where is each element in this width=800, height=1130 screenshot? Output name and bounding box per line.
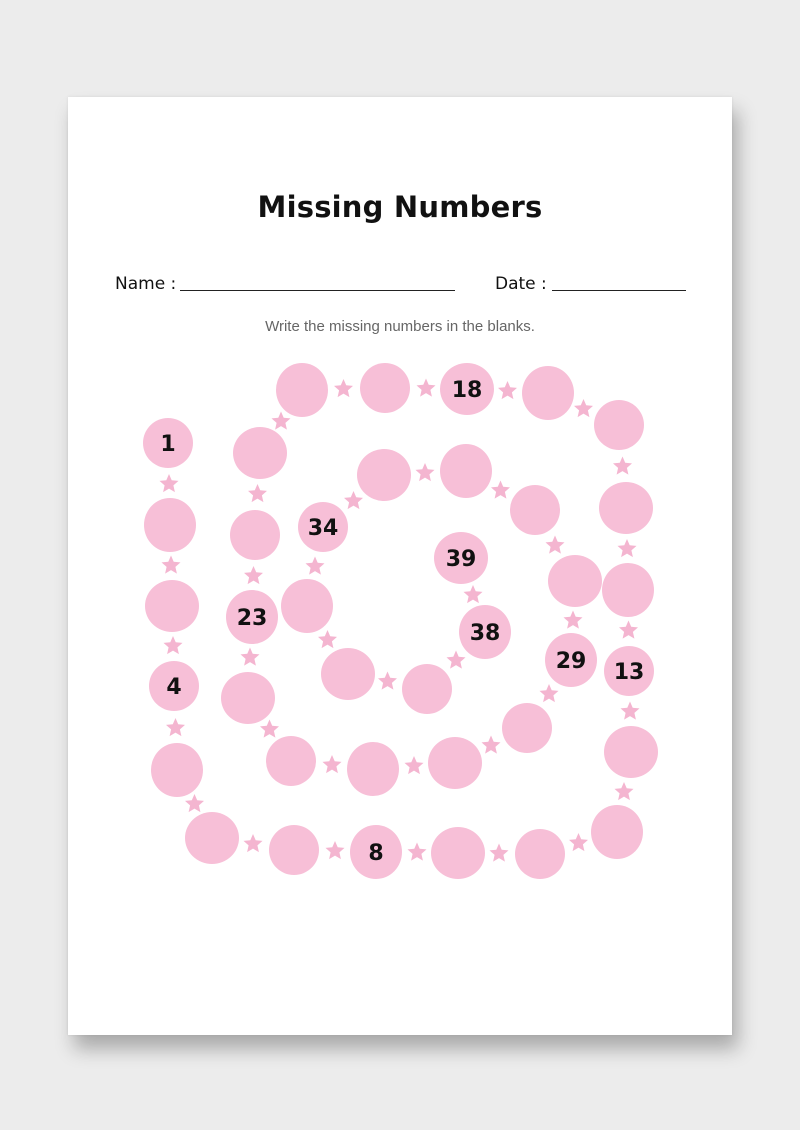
bubble-number: 29 — [555, 649, 587, 674]
connector-star-icon — [164, 636, 183, 654]
connector-star-icon — [334, 379, 353, 397]
bubble-circle — [440, 444, 492, 498]
connector-star-icon — [306, 557, 325, 575]
blank-bubble[interactable] — [502, 703, 552, 753]
blank-bubble[interactable] — [599, 482, 653, 534]
blank-bubble[interactable] — [269, 825, 319, 875]
connector-star-icon — [482, 736, 501, 754]
bubble-number: 23 — [236, 606, 268, 631]
bubble-circle — [281, 579, 333, 633]
bubble-number: 8 — [368, 841, 384, 866]
connector-star-icon — [574, 399, 593, 417]
connector-star-icon — [546, 536, 565, 554]
bubble-circle — [594, 400, 644, 450]
connector-star-icon — [378, 672, 397, 690]
connector-star-icon — [619, 621, 638, 639]
connector-star-icon — [344, 491, 363, 509]
bubble-circle — [360, 363, 410, 413]
number-bubble — [604, 646, 654, 696]
connector-star-icon — [185, 794, 204, 812]
connector-star-icon — [416, 463, 435, 481]
connector-star-icon — [564, 611, 583, 629]
connector-star-icon — [326, 841, 345, 859]
connector-star-icon — [318, 630, 337, 648]
blank-bubble[interactable] — [431, 827, 485, 879]
blank-bubble[interactable] — [145, 580, 199, 632]
bubble-circle — [230, 510, 280, 560]
number-bubble — [226, 590, 278, 644]
blank-bubble[interactable] — [510, 485, 560, 535]
connector-star-icon — [621, 702, 640, 720]
connector-star-icon — [408, 843, 427, 861]
number-bubble — [545, 633, 597, 687]
blank-bubble[interactable] — [144, 498, 196, 552]
blank-bubble[interactable] — [440, 444, 492, 498]
bubble-circle — [347, 742, 399, 796]
blank-bubble[interactable] — [276, 363, 328, 417]
blank-bubble[interactable] — [151, 743, 203, 797]
connector-star-icon — [405, 756, 424, 774]
blank-bubble[interactable] — [548, 555, 602, 607]
blank-bubble[interactable] — [402, 664, 452, 714]
number-bubble — [350, 825, 402, 879]
connector-star-icon — [244, 834, 263, 852]
connector-star-icon — [615, 782, 634, 800]
blank-bubble[interactable] — [185, 812, 239, 864]
blank-bubble[interactable] — [233, 427, 287, 479]
connector-star-icon — [618, 539, 637, 557]
connector-star-icon — [491, 481, 510, 499]
bubble-number: 4 — [166, 675, 182, 700]
number-bubble — [440, 363, 494, 415]
blank-bubble[interactable] — [591, 805, 643, 859]
blank-bubble[interactable] — [357, 449, 411, 501]
connector-star-icon — [160, 474, 179, 492]
bubble-circle — [145, 580, 199, 632]
number-bubble — [298, 502, 348, 552]
bubble-circle — [276, 363, 328, 417]
connector-star-icon — [464, 585, 483, 603]
connector-star-icon — [613, 457, 632, 475]
worksheet-title: Missing Numbers — [257, 190, 543, 224]
blank-bubble[interactable] — [594, 400, 644, 450]
number-bubble — [459, 605, 511, 659]
blank-bubble[interactable] — [360, 363, 410, 413]
connector-star-icon — [248, 484, 267, 502]
blank-bubble[interactable] — [522, 366, 574, 420]
bubble-number: 39 — [445, 547, 477, 572]
connector-star-icon — [498, 381, 517, 399]
connector-star-icon — [260, 720, 279, 738]
blank-bubble[interactable] — [347, 742, 399, 796]
connector-star-icon — [569, 833, 588, 851]
blank-bubble[interactable] — [602, 563, 654, 617]
number-bubble — [143, 418, 193, 468]
bubble-circle — [269, 825, 319, 875]
connector-star-icon — [447, 651, 466, 669]
connector-star-icon — [166, 718, 185, 736]
bubble-circle — [548, 555, 602, 607]
blank-bubble[interactable] — [515, 829, 565, 879]
bubble-number: 38 — [469, 621, 501, 646]
connector-star-icon — [162, 556, 181, 574]
bubble-circle — [357, 449, 411, 501]
blank-bubble[interactable] — [221, 672, 275, 724]
bubble-circle — [591, 805, 643, 859]
bubble-circle — [599, 482, 653, 534]
bubble-circle — [431, 827, 485, 879]
date-label: Date : — [495, 274, 547, 294]
number-bubble — [434, 532, 488, 584]
bubble-circle — [510, 485, 560, 535]
connector-star-icon — [272, 412, 291, 430]
blank-bubble[interactable] — [266, 736, 316, 786]
bubble-circle — [266, 736, 316, 786]
bubble-circle — [185, 812, 239, 864]
connector-star-icon — [490, 844, 509, 862]
blank-bubble[interactable] — [604, 726, 658, 778]
number-bubble — [149, 661, 199, 711]
bubble-number: 1 — [160, 432, 176, 457]
bubble-circle — [221, 672, 275, 724]
connector-star-icon — [417, 379, 436, 397]
connector-star-icon — [323, 755, 342, 773]
instruction-text: Write the missing numbers in the blanks. — [265, 318, 535, 335]
connector-star-icon — [540, 684, 559, 702]
bubble-circle — [602, 563, 654, 617]
bubble-circle — [604, 726, 658, 778]
bubble-circle — [321, 648, 375, 700]
bubble-circle — [233, 427, 287, 479]
bubble-circle — [502, 703, 552, 753]
bubble-circle — [144, 498, 196, 552]
connector-star-icon — [241, 648, 260, 666]
bubble-circle — [428, 737, 482, 789]
blank-bubble[interactable] — [428, 737, 482, 789]
connector-star-icon — [244, 566, 263, 584]
blank-bubble[interactable] — [230, 510, 280, 560]
bubble-circle — [402, 664, 452, 714]
bubble-number: 18 — [451, 378, 483, 403]
blank-bubble[interactable] — [281, 579, 333, 633]
bubble-circle — [151, 743, 203, 797]
bubble-circle — [515, 829, 565, 879]
name-label: Name : — [115, 274, 177, 294]
bubble-circle — [522, 366, 574, 420]
blank-bubble[interactable] — [321, 648, 375, 700]
bubble-number: 13 — [613, 660, 645, 685]
bubble-number: 34 — [307, 516, 339, 541]
